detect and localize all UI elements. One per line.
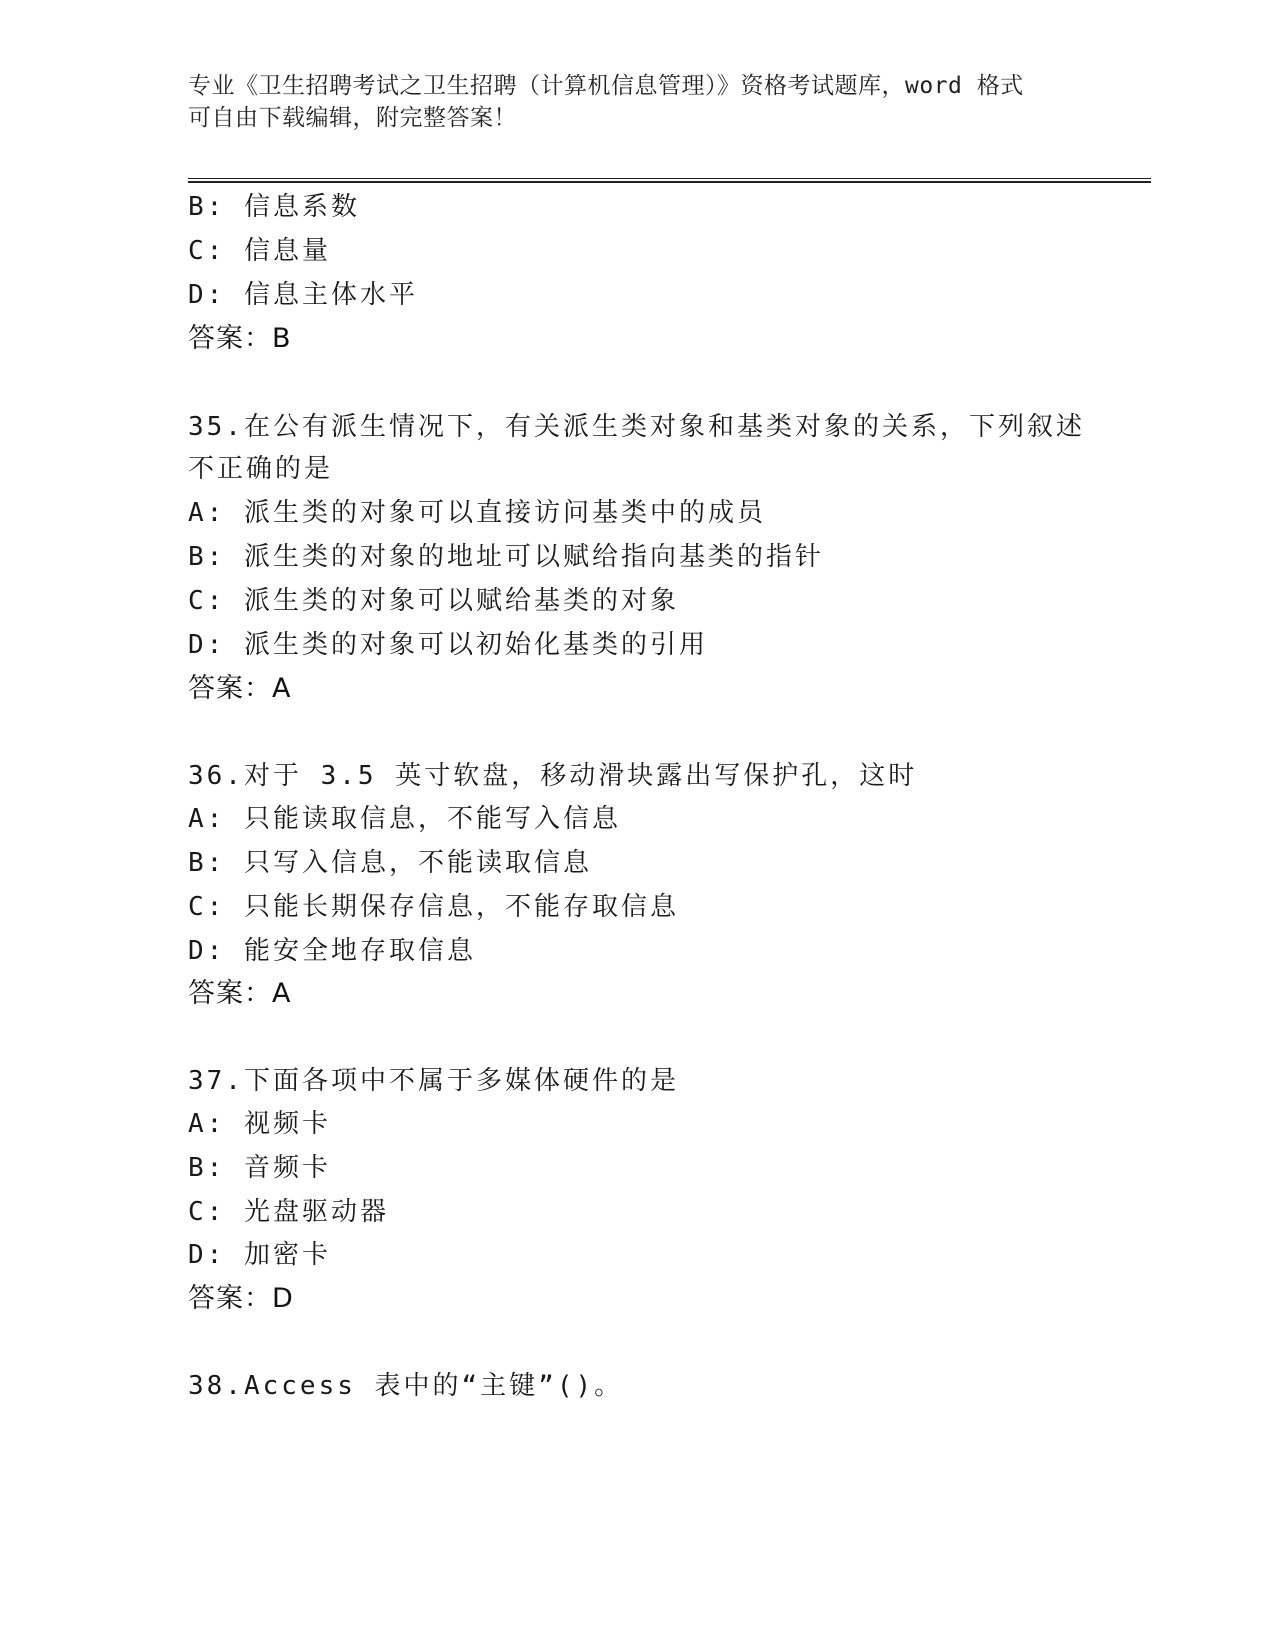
q34-option-c: C: 信息量 xyxy=(188,236,331,266)
q37-option-c: C: 光盘驱动器 xyxy=(188,1197,389,1227)
header-line-2: 可自由下载编辑，附完整答案！ xyxy=(188,105,517,131)
q36-option-b: B: 只写入信息，不能读取信息 xyxy=(188,848,592,878)
q37-stem: 37.下面各项中不属于多媒体硬件的是 xyxy=(188,1066,679,1096)
q35-option-d: D: 派生类的对象可以初始化基类的引用 xyxy=(188,630,708,660)
header-line-1: 专业《卫生招聘考试之卫生招聘（计算机信息管理）》资格考试题库，word 格式 xyxy=(188,73,1024,99)
q35-option-c: C: 派生类的对象可以赋给基类的对象 xyxy=(188,586,679,616)
q36-answer: 答案：A xyxy=(188,978,292,1009)
q37-option-d: D: 加密卡 xyxy=(188,1240,331,1270)
q34-answer: 答案：B xyxy=(188,323,292,354)
q35-option-a: A: 派生类的对象可以直接访问基类中的成员 xyxy=(188,498,766,528)
q34-option-d: D: 信息主体水平 xyxy=(188,280,418,310)
q34-option-b: B: 信息系数 xyxy=(188,192,360,222)
q37-answer: 答案：D xyxy=(188,1283,294,1314)
header-divider-thick xyxy=(188,181,1151,183)
q36-option-d: D: 能安全地存取信息 xyxy=(188,936,476,966)
q37-option-b: B: 音频卡 xyxy=(188,1153,331,1183)
document-header xyxy=(188,70,1088,134)
q35-stem-line-1: 35.在公有派生情况下，有关派生类对象和基类对象的关系，下列叙述 xyxy=(188,412,1085,442)
q35-option-b: B: 派生类的对象的地址可以赋给指向基类的指针 xyxy=(188,542,824,572)
q35-answer: 答案：A xyxy=(188,673,292,704)
q37-option-a: A: 视频卡 xyxy=(188,1109,331,1139)
q36-option-a: A: 只能读取信息，不能写入信息 xyxy=(188,804,621,834)
q38-stem: 38.Access 表中的“主键”()。 xyxy=(188,1371,624,1401)
header-divider-thin xyxy=(188,178,1151,179)
q36-stem: 36.对于 3.5 英寸软盘，移动滑块露出写保护孔，这时 xyxy=(188,761,918,791)
q35-stem-line-2: 不正确的是 xyxy=(188,454,334,484)
q36-option-c: C: 只能长期保存信息，不能存取信息 xyxy=(188,892,679,922)
